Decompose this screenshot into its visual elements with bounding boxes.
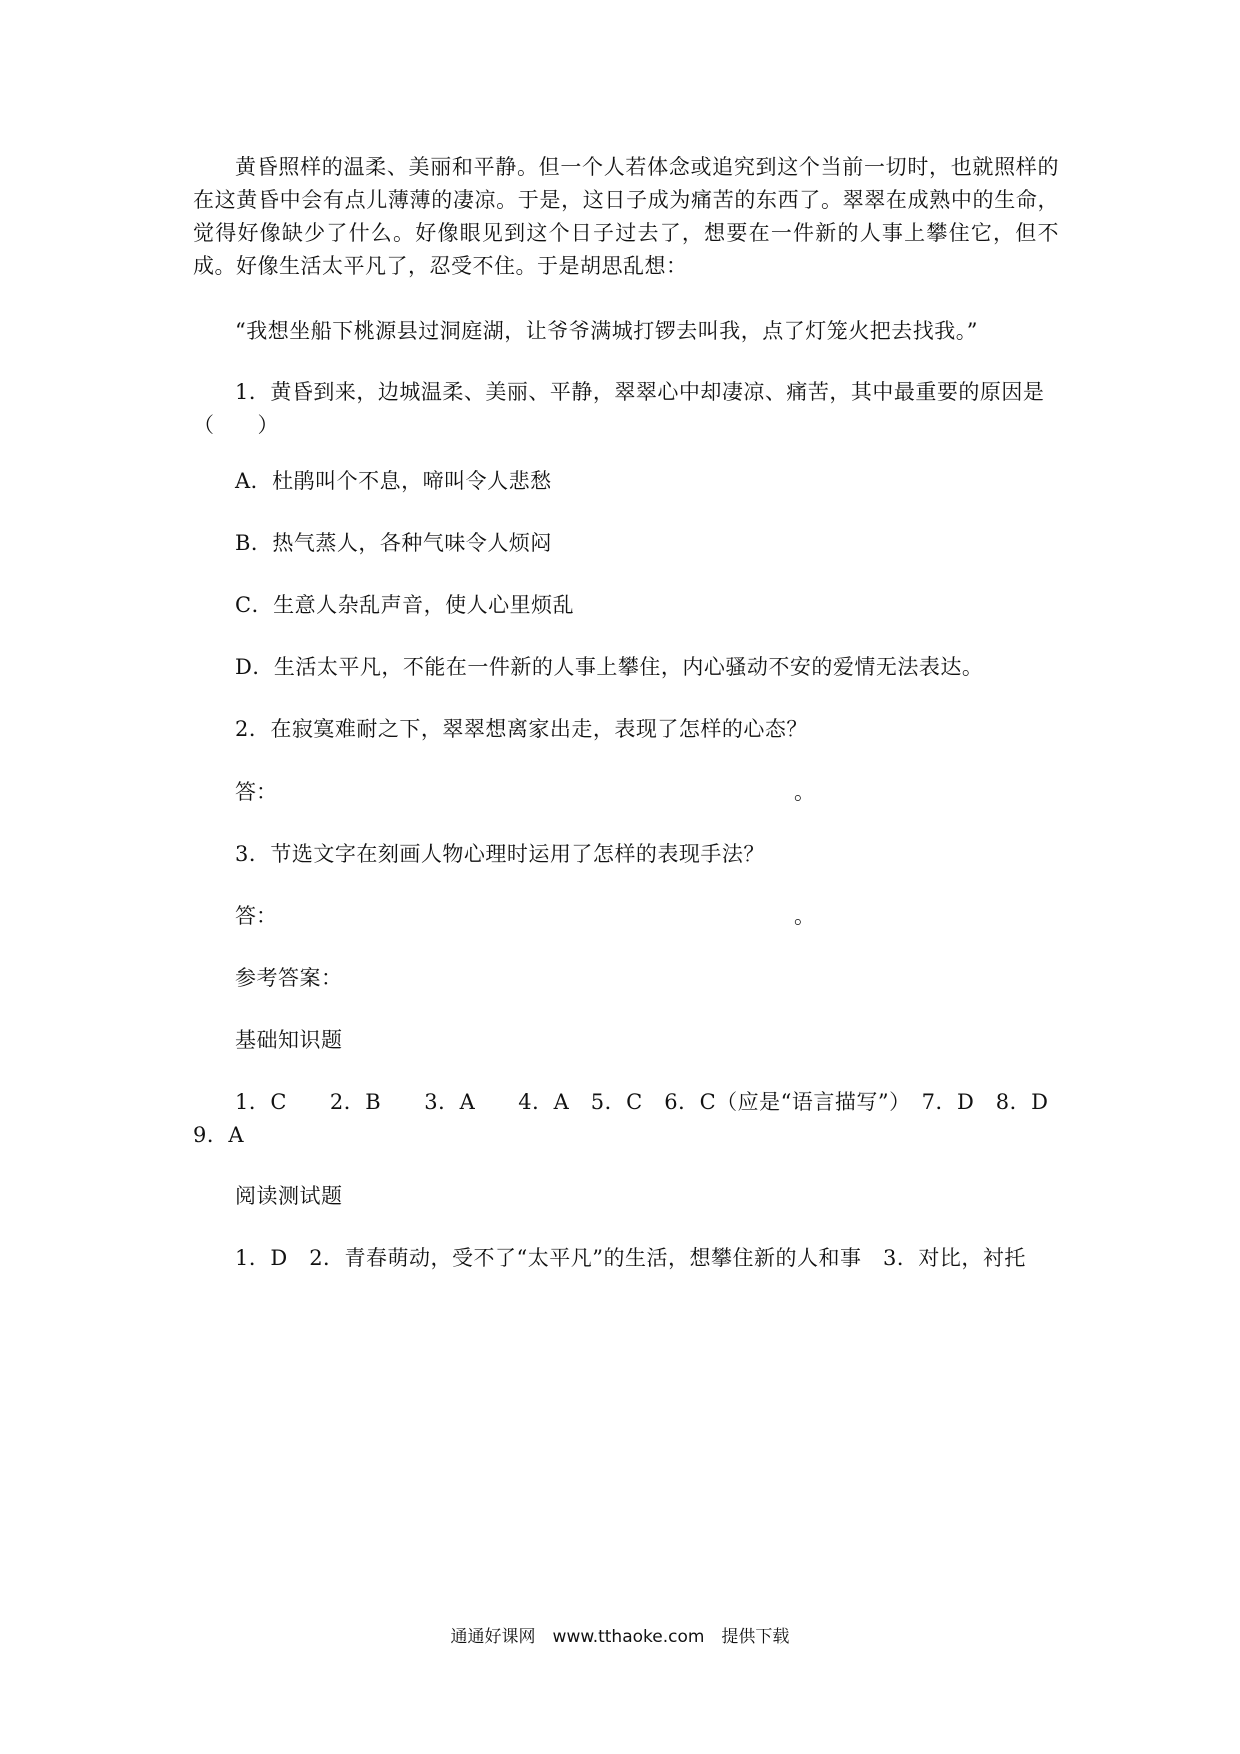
question-3-answer-blank[interactable]: [275, 900, 789, 933]
passage-quote: “我想坐船下桃源县过洞庭湖，让爷爷满城打锣去叫我，点了灯笼火把去找我。”: [235, 319, 978, 343]
question-3-answer-end: 。: [794, 904, 815, 928]
question-2-answer-row: [235, 776, 815, 809]
question-3-stem: 3．节选文字在刻画人物心理时运用了怎样的表现手法？: [235, 842, 765, 866]
question-1-option-a: A．杜鹃叫个不息，啼叫令人悲愁: [235, 469, 552, 493]
question-1-option-b: B．热气蒸人，各种气味令人烦闷: [235, 531, 552, 555]
question-2-answer-label: 答：: [235, 780, 277, 804]
question-3-answer-row: [235, 900, 815, 933]
basic-knowledge-heading: 基础知识题: [235, 1028, 343, 1052]
question-1-option-c: C．生意人杂乱声音，使人心里烦乱: [235, 593, 575, 617]
reading-test-heading: 阅读测试题: [235, 1184, 343, 1208]
basic-knowledge-answers: 1．C 2．B 3．A 4．A 5．C 6．C（应是“语言描写”） 7．D 8．D 9．A: [193, 1090, 1070, 1147]
page-footer: 通通好课网 www.tthaoke.com 提供下载: [450, 1627, 790, 1647]
question-1-stem: 1．黄昏到来，边城温柔、美丽、平静，翠翠心中却凄凉、痛苦，其中最重要的原因是（ ）: [193, 380, 1045, 437]
question-1-option-d: D．生活太平凡，不能在一件新的人事上攀住，内心骚动不安的爱情无法表达。: [235, 655, 984, 679]
passage-paragraph: 黄昏照样的温柔、美丽和平静。但一个人若体念或追究到这个当前一切时，也就照样的在这黄昏中会有点儿薄薄的凄凉。于是，这日子成为痛苦的东西了。翠翠在成熟中的生命，觉得好像缺少了什么。好像眼见到这个日子过去了，想要在一件新的人事上攀住它，但不成。好像生活太平凡了，忍受不住。于是胡思乱想：: [193, 155, 1059, 278]
question-2-stem: 2．在寂寞难耐之下，翠翠想离家出走，表现了怎样的心态？: [235, 717, 808, 741]
reference-heading: 参考答案：: [235, 966, 343, 990]
question-3-answer-label: 答：: [235, 904, 277, 928]
question-2-answer-end: 。: [794, 780, 815, 804]
question-2-answer-blank[interactable]: [275, 776, 789, 809]
reading-test-answers: 1．D 2．青春萌动，受不了“太平凡”的生活，想攀住新的人和事 3．对比，衬托: [235, 1246, 1026, 1270]
